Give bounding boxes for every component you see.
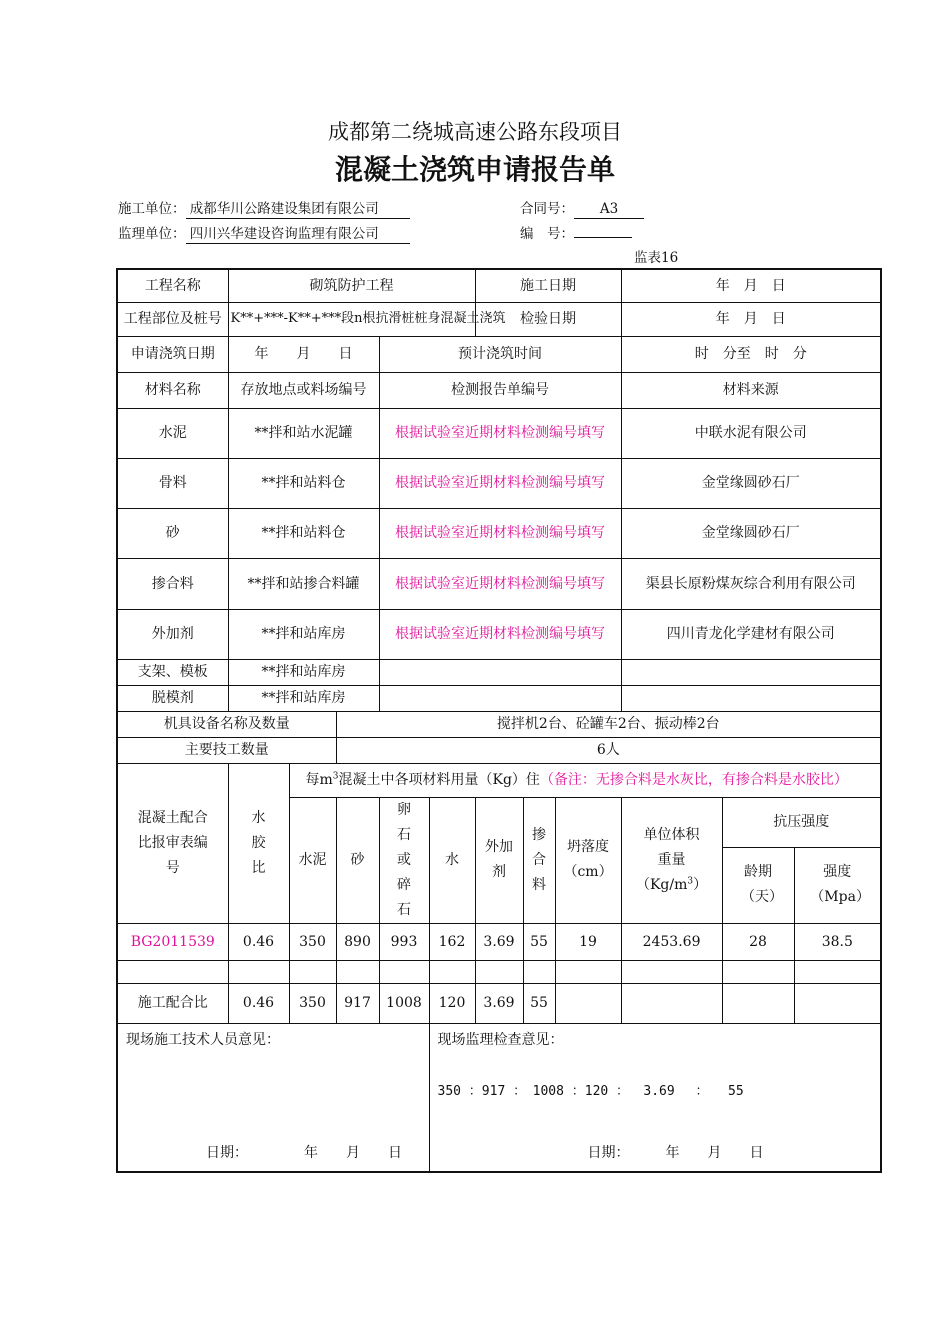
water-binder-label (228, 763, 289, 923)
lab-mix-row (117, 923, 881, 960)
material-report (379, 659, 621, 685)
col-age-text: 龄期（天） (741, 864, 784, 906)
per-m3-header (289, 763, 881, 797)
mix-note: （备注：无掺合料是水灰比，有掺合料是水胶比） (539, 772, 848, 788)
supervisor-name: 四川兴华建设咨询监理有限公司 (189, 226, 379, 242)
location-value: K**+***-K**+***段n根抗滑桩桩身混凝土浇筑 (228, 302, 475, 336)
lab-mix-wb: 0.46 (228, 923, 289, 960)
row-location (117, 302, 881, 336)
lab-mix-code: BG2011539 (117, 923, 228, 960)
water-binder-label-text: 水胶比 (251, 809, 266, 876)
col-density (621, 797, 722, 923)
mix-report-label-text: 混凝土配合比报审表编号 (137, 809, 208, 876)
supervision-date-label: 日期： (587, 1145, 630, 1161)
lab-mix-age: 28 (722, 923, 794, 960)
contractor-name: 成都华川公路建设集团有限公司 (189, 201, 379, 217)
inspection-date-value: 年 月 日 (621, 302, 881, 336)
application-table (116, 268, 882, 1173)
equipment-row (117, 711, 881, 737)
material-name: 砂 (117, 508, 228, 558)
lab-mix-cement: 350 (289, 923, 336, 960)
construction-mix-cement: 350 (289, 983, 336, 1023)
material-storage: **拌和站掺合料罐 (228, 558, 379, 609)
project-name-value: 砌筑防护工程 (228, 269, 475, 302)
col-strength: 抗压强度 (722, 797, 881, 848)
apply-date-value: 年 月 日 (228, 336, 379, 372)
contractor-value (186, 201, 410, 219)
per-m3-label: 每m (305, 772, 333, 788)
construction-mix-row (117, 983, 881, 1023)
col-mpa (794, 848, 881, 923)
tech-date-value: 年 月 日 (304, 1145, 402, 1161)
lab-mix-strength: 38.5 (794, 923, 881, 960)
supervision-opinion-label: 现场监理检查意见： (437, 1031, 564, 1048)
material-name: 支架、模板 (117, 659, 228, 685)
material-report: 根据试验室近期材料检测编号填写 (379, 408, 621, 458)
material-row (117, 685, 881, 711)
col-addition-text: 掺合料 (532, 826, 547, 893)
tech-date-label: 日期： (206, 1145, 248, 1161)
planned-time-label: 预计浇筑时间 (379, 336, 621, 372)
construction-mix-admixture: 3.69 (475, 983, 523, 1023)
supervision-date-value: 年 月 日 (665, 1145, 764, 1161)
mix-header-row-1 (117, 763, 881, 797)
construction-mix-addition: 55 (523, 983, 555, 1023)
col-admixture (475, 797, 523, 923)
material-row (117, 408, 881, 458)
material-row (117, 558, 881, 609)
col-density-text: 单位体积重量 (643, 826, 700, 868)
contract-no-row (520, 197, 644, 219)
construction-mix-water: 120 (429, 983, 475, 1023)
material-storage: **拌和站水泥罐 (228, 408, 379, 458)
opinions-row (117, 1023, 881, 1172)
materials-header-name: 材料名称 (117, 372, 228, 408)
tech-date (206, 1141, 402, 1165)
material-storage: **拌和站库房 (228, 685, 379, 711)
col-slump (555, 797, 621, 923)
workers-value: 6人 (336, 737, 881, 763)
supervision-ratio: 350 ：917 ： 1008 ：120 ： 3.69 ： 55 (437, 1083, 744, 1099)
lab-mix-admixture: 3.69 (475, 923, 523, 960)
project-name-label: 工程名称 (117, 269, 228, 302)
supervisor-row (118, 222, 410, 244)
construction-mix-wb: 0.46 (228, 983, 289, 1023)
contract-no-label: 合同号： (520, 201, 574, 217)
supervision-date (588, 1141, 764, 1165)
supervision-opinion-cell (429, 1023, 881, 1172)
material-source: 金堂缘圆砂石厂 (621, 508, 881, 558)
construction-mix-label: 施工配合比 (117, 983, 228, 1023)
lab-mix-gravel: 993 (379, 923, 429, 960)
project-title: 成都第二绕城高速公路东段项目 (328, 120, 622, 144)
col-density-unit (624, 873, 720, 898)
col-slump-text: 坍落度（cm） (563, 839, 613, 880)
per-m3-rest: 混凝土中各项材料用量（Kg）住 (338, 772, 540, 788)
form-title: 混凝土浇筑申请报告单 (334, 153, 615, 186)
supervisor-value (186, 226, 410, 244)
equipment-label: 机具设备名称及数量 (117, 711, 336, 737)
material-storage: **拌和站库房 (228, 609, 379, 659)
material-storage: **拌和站料仓 (228, 458, 379, 508)
material-name: 外加剂 (117, 609, 228, 659)
contractor-label: 施工单位： (118, 201, 186, 217)
col-sand: 砂 (336, 797, 379, 923)
serial-row (520, 222, 632, 242)
construction-date-label: 施工日期 (475, 269, 621, 302)
material-storage: **拌和站料仓 (228, 508, 379, 558)
lab-mix-addition: 55 (523, 923, 555, 960)
contractor-row (118, 197, 410, 219)
planned-time-value: 时 分至 时 分 (621, 336, 881, 372)
col-cement: 水泥 (289, 797, 336, 923)
contract-no-value: A3 (574, 201, 644, 219)
col-addition (523, 797, 555, 923)
materials-header-row (117, 372, 881, 408)
density-unit-sup: 3 (687, 875, 694, 886)
equipment-value: 搅拌机2台、砼罐车2台、振动棒2台 (336, 711, 881, 737)
material-storage: **拌和站库房 (228, 659, 379, 685)
material-report: 根据试验室近期材料检测编号填写 (379, 458, 621, 508)
inspection-date-label: 检验日期 (475, 302, 621, 336)
col-mpa-text: 强度（Mpa） (810, 864, 870, 906)
materials-header-storage: 存放地点或料场编号 (228, 372, 379, 408)
construction-date-value: 年 月 日 (621, 269, 881, 302)
workers-label: 主要技工数量 (117, 737, 336, 763)
material-row (117, 508, 881, 558)
materials-header-report: 检测报告单编号 (379, 372, 621, 408)
serial-label: 编 号： (520, 226, 574, 242)
tech-opinion-label: 现场施工技术人员意见： (126, 1031, 280, 1048)
apply-date-label: 申请浇筑日期 (117, 336, 228, 372)
material-source: 四川青龙化学建材有限公司 (621, 609, 881, 659)
blank-row (117, 960, 881, 983)
row-apply-date (117, 336, 881, 372)
lab-mix-sand: 890 (336, 923, 379, 960)
per-m3-sup: 3 (332, 771, 339, 782)
form-code: 监表16 (634, 250, 679, 266)
material-row (117, 609, 881, 659)
material-report: 根据试验室近期材料检测编号填写 (379, 508, 621, 558)
construction-mix-gravel: 1008 (379, 983, 429, 1023)
tech-opinion-cell (117, 1023, 429, 1172)
col-gravel (379, 797, 429, 923)
density-unit-end: ） (693, 876, 708, 893)
col-age (722, 848, 794, 923)
material-name: 脱模剂 (117, 685, 228, 711)
material-report: 根据试验室近期材料检测编号填写 (379, 558, 621, 609)
construction-mix-sand: 917 (336, 983, 379, 1023)
materials-header-source: 材料来源 (621, 372, 881, 408)
workers-row (117, 737, 881, 763)
material-report (379, 685, 621, 711)
lab-mix-density: 2453.69 (621, 923, 722, 960)
col-admixture-text: 外加剂 (485, 839, 514, 880)
material-name: 骨料 (117, 458, 228, 508)
serial-value (574, 236, 632, 238)
material-name: 水泥 (117, 408, 228, 458)
density-unit: （Kg/m (635, 876, 688, 893)
mix-report-label (117, 763, 228, 923)
lab-mix-water: 162 (429, 923, 475, 960)
lab-mix-slump: 19 (555, 923, 621, 960)
col-water: 水 (429, 797, 475, 923)
material-source: 渠县长原粉煤灰综合利用有限公司 (621, 558, 881, 609)
material-row (117, 458, 881, 508)
location-label: 工程部位及桩号 (117, 302, 228, 336)
col-gravel-text: 卵石或碎石 (397, 801, 411, 918)
row-project-name (117, 269, 881, 302)
material-source (621, 659, 881, 685)
material-source (621, 685, 881, 711)
material-source: 中联水泥有限公司 (621, 408, 881, 458)
supervisor-label: 监理单位： (118, 226, 186, 242)
material-name: 掺合料 (117, 558, 228, 609)
material-report: 根据试验室近期材料检测编号填写 (379, 609, 621, 659)
material-row (117, 659, 881, 685)
material-source: 金堂缘圆砂石厂 (621, 458, 881, 508)
